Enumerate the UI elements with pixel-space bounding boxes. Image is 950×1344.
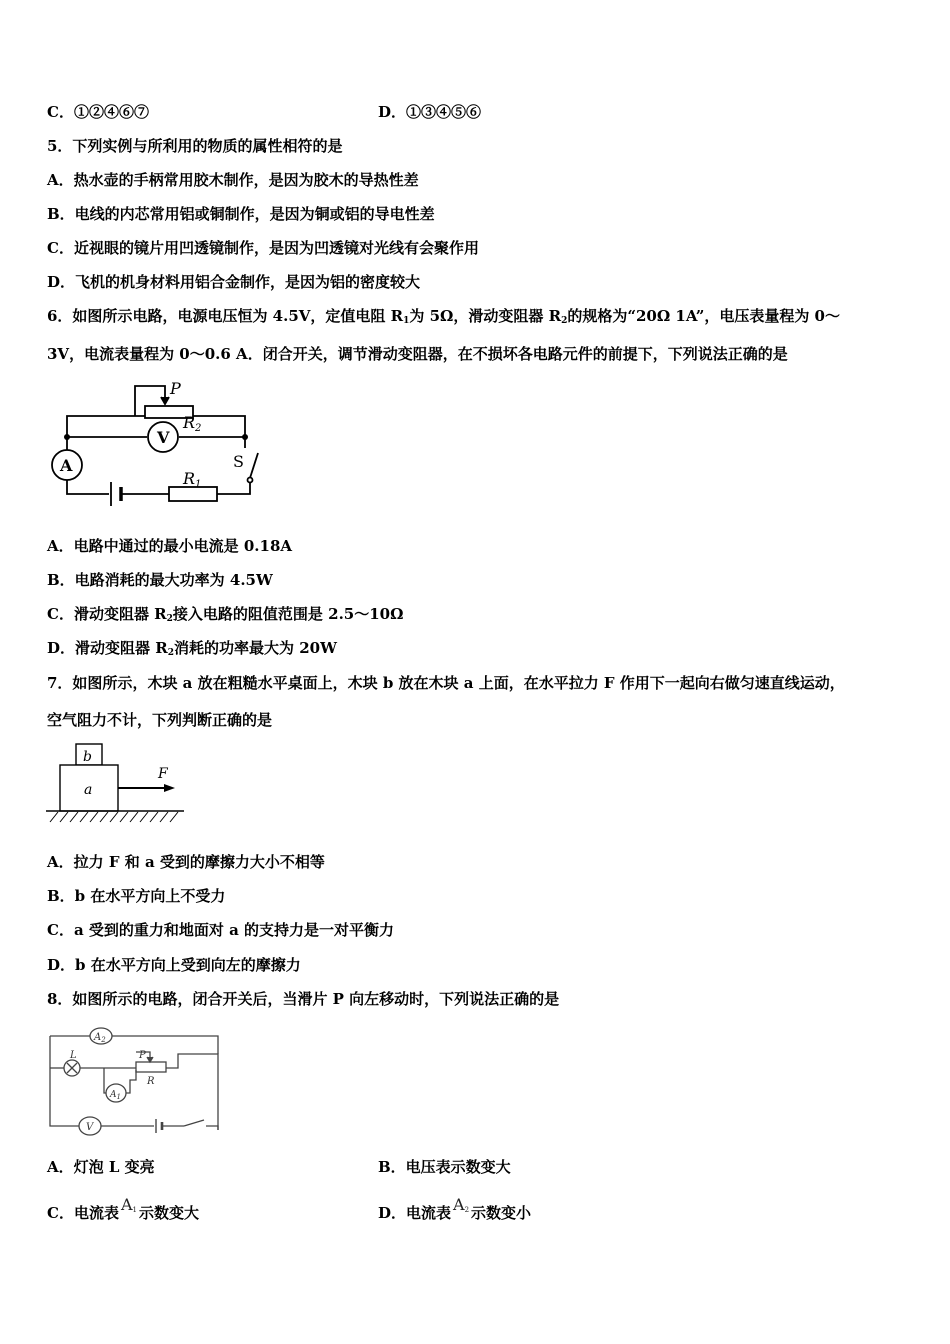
q5-option-d: D．飞机的机身材料用铝合金制作，是因为铝的密度较大 [47,273,421,291]
q7-stem-line1: 7．如图所示，木块 a 放在粗糙水平桌面上，木块 b 放在木块 a 上面，在水平拉力 F 作用下一起向右做匀速直线运动， [47,674,845,692]
q6-circuit-diagram [45,376,270,518]
q8-fig-label-a1: $A_1$ [110,1090,121,1101]
q6-stem-1b: 为 5Ω，滑动变阻器 R [409,307,562,325]
q8-ammeter-symbol-a2: $A_2$ [453,1195,470,1214]
q6-fig-label-p: P [170,379,181,398]
q7-fig-label-f: F [158,766,168,782]
q6-fig-label-r2: R2 [183,413,202,434]
q5-option-b: B．电线的内芯常用铝或铜制作，是因为铜或铝的导电性差 [47,205,435,223]
q8-fig-label-p: P [139,1050,146,1061]
q8-fig-label-r: R [147,1076,155,1087]
q8-option-c: C．电流表 $A_1$ 示数变大 [47,1195,199,1222]
q7-option-d: D．b 在水平方向上受到向左的摩擦力 [47,956,301,974]
q7-block-diagram [44,740,189,828]
q8-stem: 8．如图所示的电路，闭合开关后，当滑片 P 向左移动时，下列说法正确的是 [47,990,560,1008]
q8-fig-label-l: L [70,1050,77,1061]
q7-force-arrow [164,784,175,792]
q5-option-a: A．热水壶的手柄常用胶木制作，是因为胶木的导热性差 [47,171,419,189]
q8-fig-label-a2: $A_2$ [94,1032,106,1044]
q5-stem: 5．下列实例与所利用的物质的属性相符的是 [47,137,343,155]
q6-fig-label-r1: R1 [183,469,202,490]
q8-ammeter-symbol-a1: $A_1$ [120,1195,137,1214]
q6-stem-1c: 的规格为“20Ω 1A”，电压表量程为 0～ [567,307,840,325]
q4-option-d: D．①③④⑤⑥ [378,103,482,121]
q8-option-b: B．电压表示数变大 [378,1158,511,1176]
q7-stem-line2: 空气阻力不计，下列判断正确的是 [47,711,273,729]
q6-option-d: D．滑动变阻器 $R_2$消耗的功率最大为 20W [47,639,337,658]
q7-fig-label-b: b [83,749,92,765]
q8-option-a: A．灯泡 L 变亮 [47,1158,155,1176]
q6-option-a: A．电路中通过的最小电流是 0.18A [47,537,293,555]
q6-stem-line2: 3V，电流表量程为 0～0.6 A．闭合开关，调节滑动变阻器，在不损坏各电路元件的前提下，下列说法正确的是 [47,345,788,363]
q6-stem-1a: 6．如图所示电路，电源电压恒为 4.5V，定值电阻 R [47,307,404,325]
q7-option-b: B．b 在水平方向上不受力 [47,887,226,905]
q6-fig-label-v: V [157,428,170,447]
q7-option-a: A．拉力 F 和 a 受到的摩擦力大小不相等 [47,853,325,871]
q8-option-d: D．电流表 $A_2$ 示数变小 [378,1195,532,1222]
q8-fig-label-v: V [86,1122,94,1133]
q6-resistor-r1 [169,487,217,501]
q6-fig-label-s: S [233,452,244,471]
q6-sub-2: 2 [561,316,568,326]
q6-option-b: B．电路消耗的最大功率为 4.5W [47,571,273,589]
q6-stem-line1 [47,306,840,331]
q7-option-c: C．a 受到的重力和地面对 a 的支持力是一对平衡力 [47,921,395,939]
q8-circuit-diagram [44,1020,226,1140]
q6-option-c: C．滑动变阻器 $R_2$接入电路的阻值范围是 2.5～10Ω [47,605,404,624]
q8-rheostat [136,1062,166,1072]
q4-option-c: C．①②④⑥⑦ [47,103,149,121]
q7-fig-label-a: a [84,782,93,798]
q6-sub-1: 1 [403,316,410,326]
q6-fig-label-a: A [60,456,73,475]
q5-option-c: C．近视眼的镜片用凹透镜制作，是因为凹透镜对光线有会聚作用 [47,239,479,257]
